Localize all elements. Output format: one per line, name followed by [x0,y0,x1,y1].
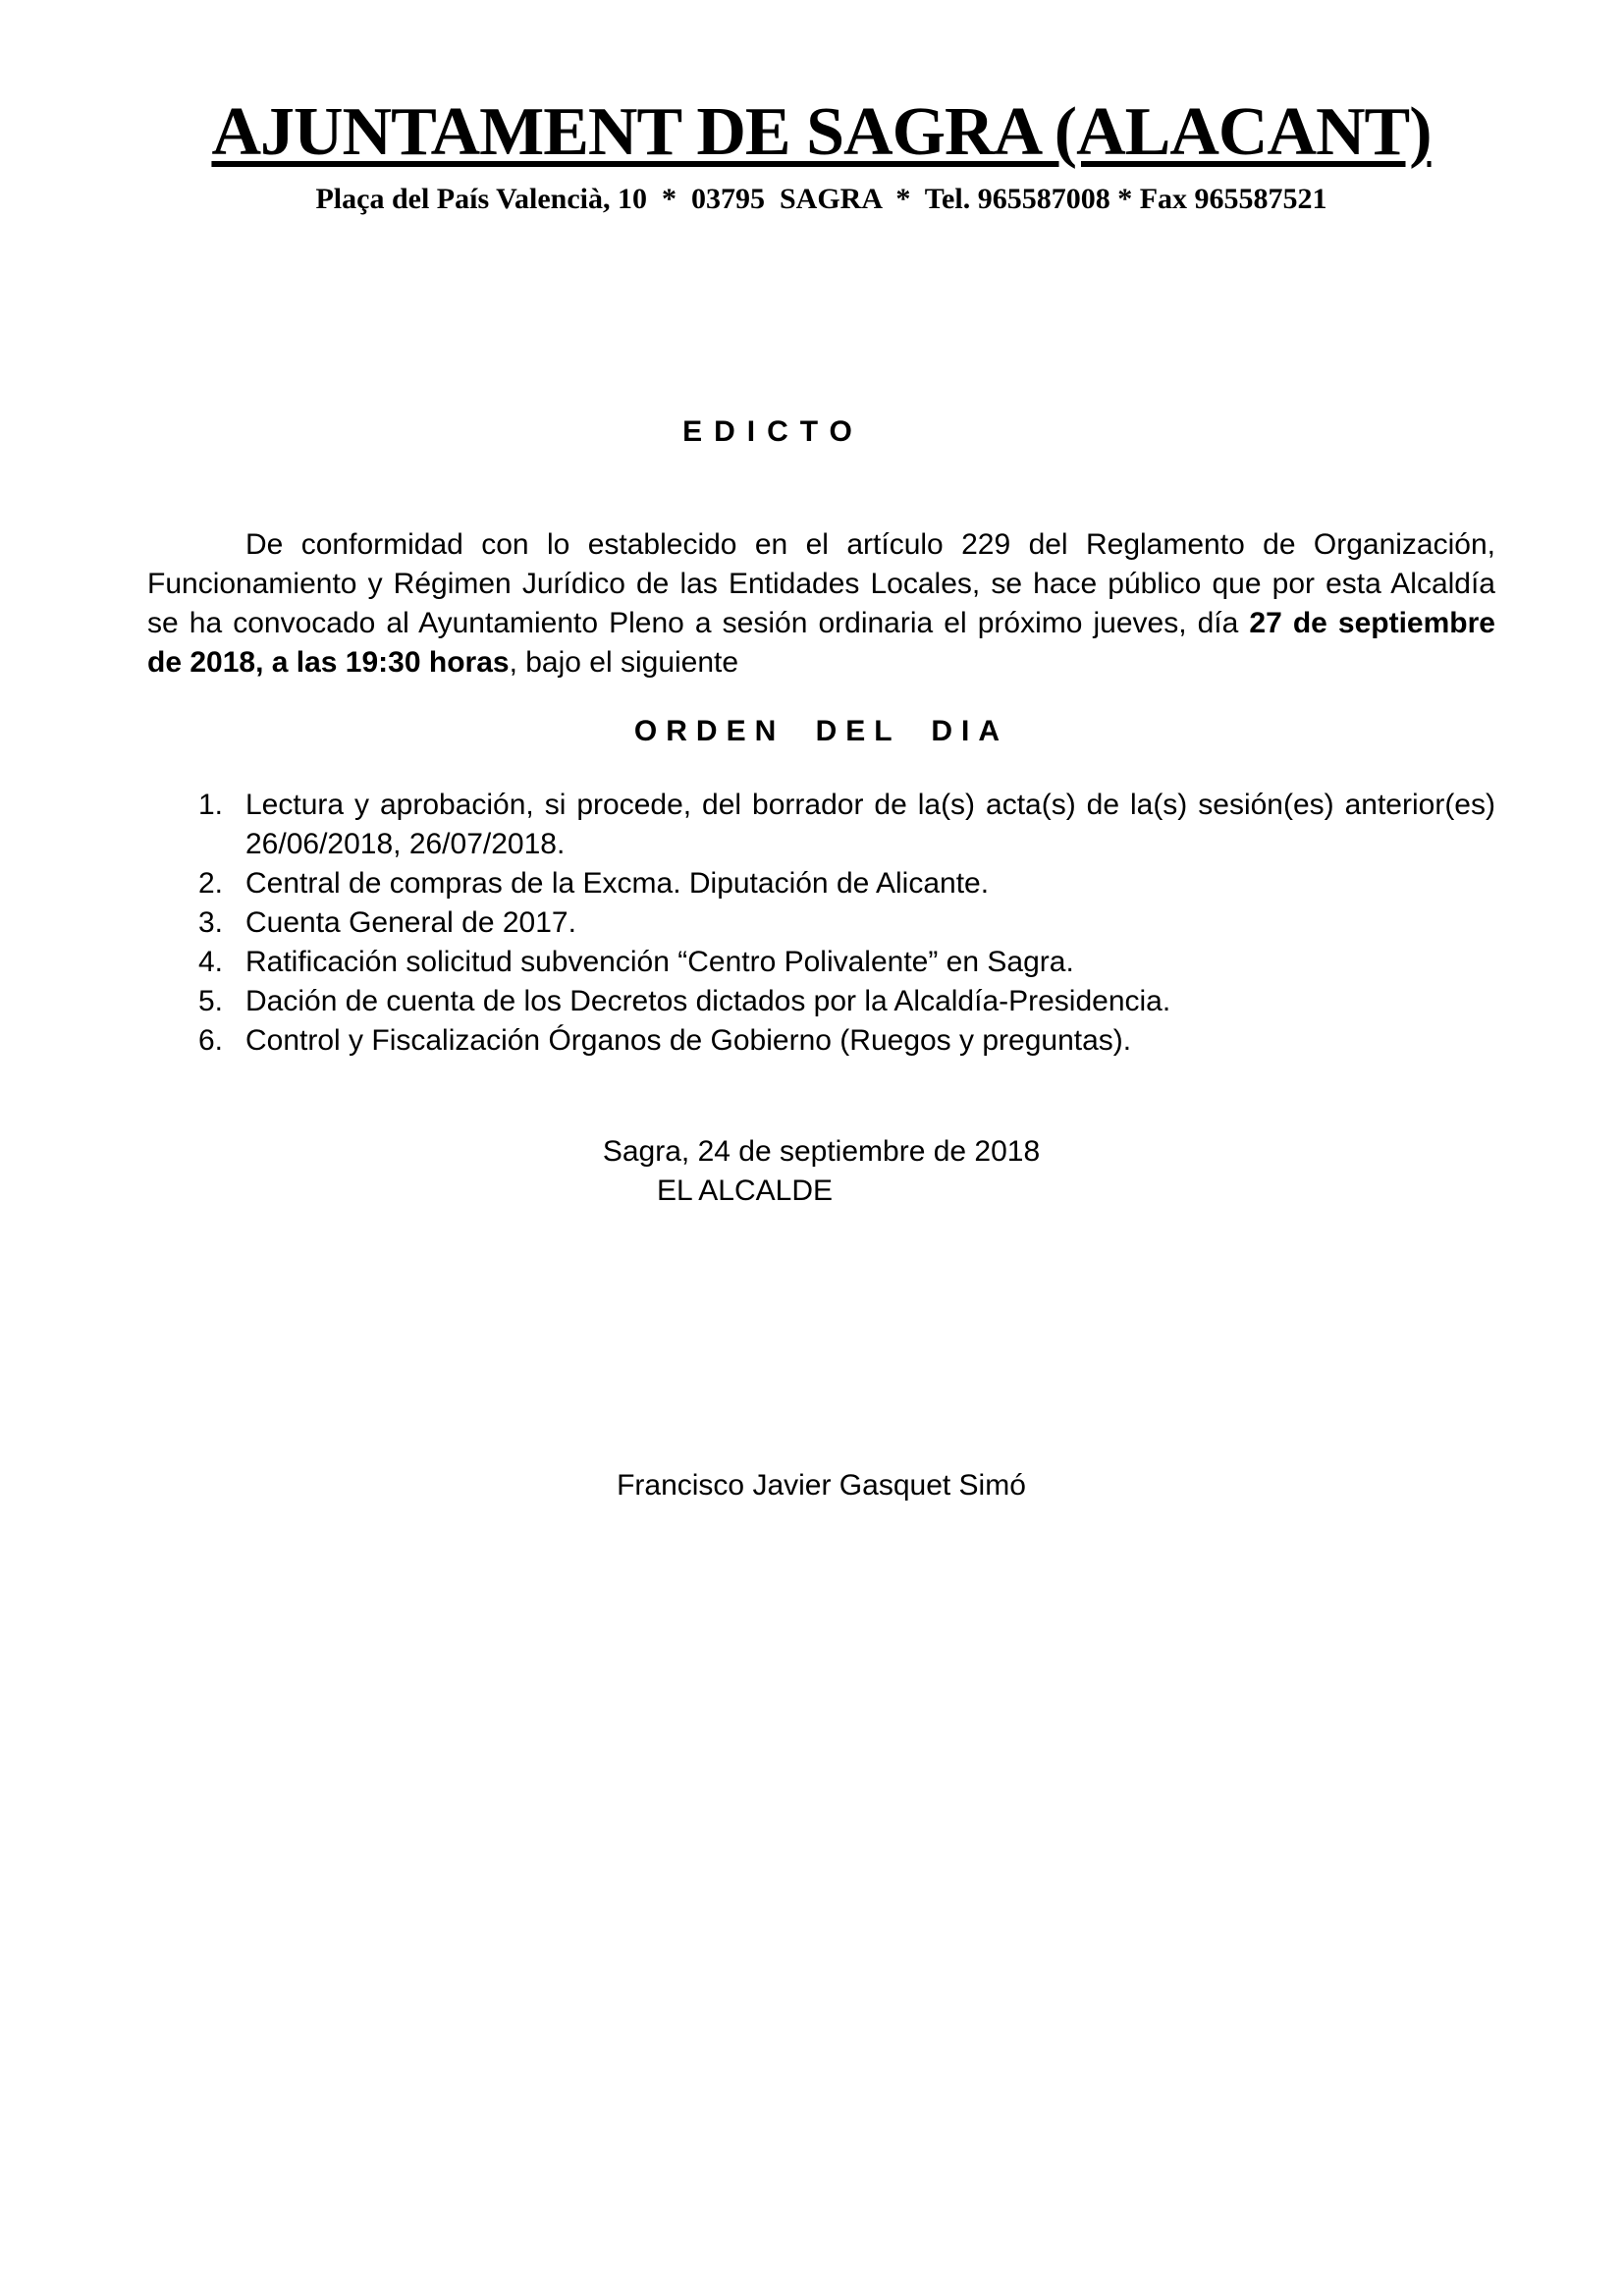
agenda-item-text: Control y Fiscalización Órganos de Gobierno (Ruegos y preguntas). [245,1024,1132,1057]
agenda-item-number: 1. [198,789,224,821]
agenda-item-number: 2. [198,867,224,900]
agenda-item-text: Central de compras de la Excma. Diputación de Alicante. [245,867,990,900]
agenda-item [147,903,1495,943]
intro-text-end: , bajo el siguiente [509,646,739,679]
letterhead [147,94,1495,216]
agenda-item-number: 3. [198,906,224,939]
document-date-line: Sagra, 24 de septiembre de 2018 [602,1135,1041,1168]
agenda-item [147,943,1495,982]
agenda-item-number: 4. [198,946,224,978]
agenda-item [147,864,1495,903]
intro-text-bold-date: 27 de septiembre de 2018, a las 19:30 horas [147,607,1495,679]
agenda-item-text: Lectura y aprobación, si procede, del borrador de la(s) acta(s) de la(s) sesión(es) anterior(es) 26/06/2018, 26/07/2018. [245,789,1495,860]
agenda-item-text: Dación de cuenta de los Decretos dictados por la Alcaldía-Presidencia. [245,985,1171,1017]
signer-name: Francisco Javier Gasquet Simó [617,1469,1026,1502]
agenda-item-number: 6. [198,1024,224,1057]
edict-body [147,412,1495,1505]
agenda-item [147,982,1495,1021]
agenda-item-text: Cuenta General de 2017. [245,906,576,939]
agenda-list [147,786,1495,1061]
agenda-item-text: Ratificación solicitud subvención “Centro Polivalente” en Sagra. [245,946,1074,978]
edicto-heading: EDICTO [682,415,864,448]
signer-title: EL ALCALDE [657,1175,833,1207]
agenda-item [147,786,1495,864]
agenda-heading: ORDEN DEL DIA [633,715,1009,747]
org-address-line: Plaça del País Valencià, 10 * 03795 SAGRA * Tel. 965587008 * Fax 965587521 [315,183,1327,215]
intro-paragraph [147,525,1495,683]
agenda-item-number: 5. [198,985,224,1017]
intro-text-start: De conformidad con lo establecido en el artículo 229 del Reglamento de Organización, Funcionamiento y Régimen Jurídico de las Entidades Locales, se hace público que por esta Alcaldía se ha convocado al Ayuntamiento Pleno a sesión ordinaria el próximo jueves, día [147,528,1495,639]
org-title: AJUNTAMENT DE SAGRA (ALACANT) [211,94,1432,170]
agenda-item [147,1021,1495,1061]
